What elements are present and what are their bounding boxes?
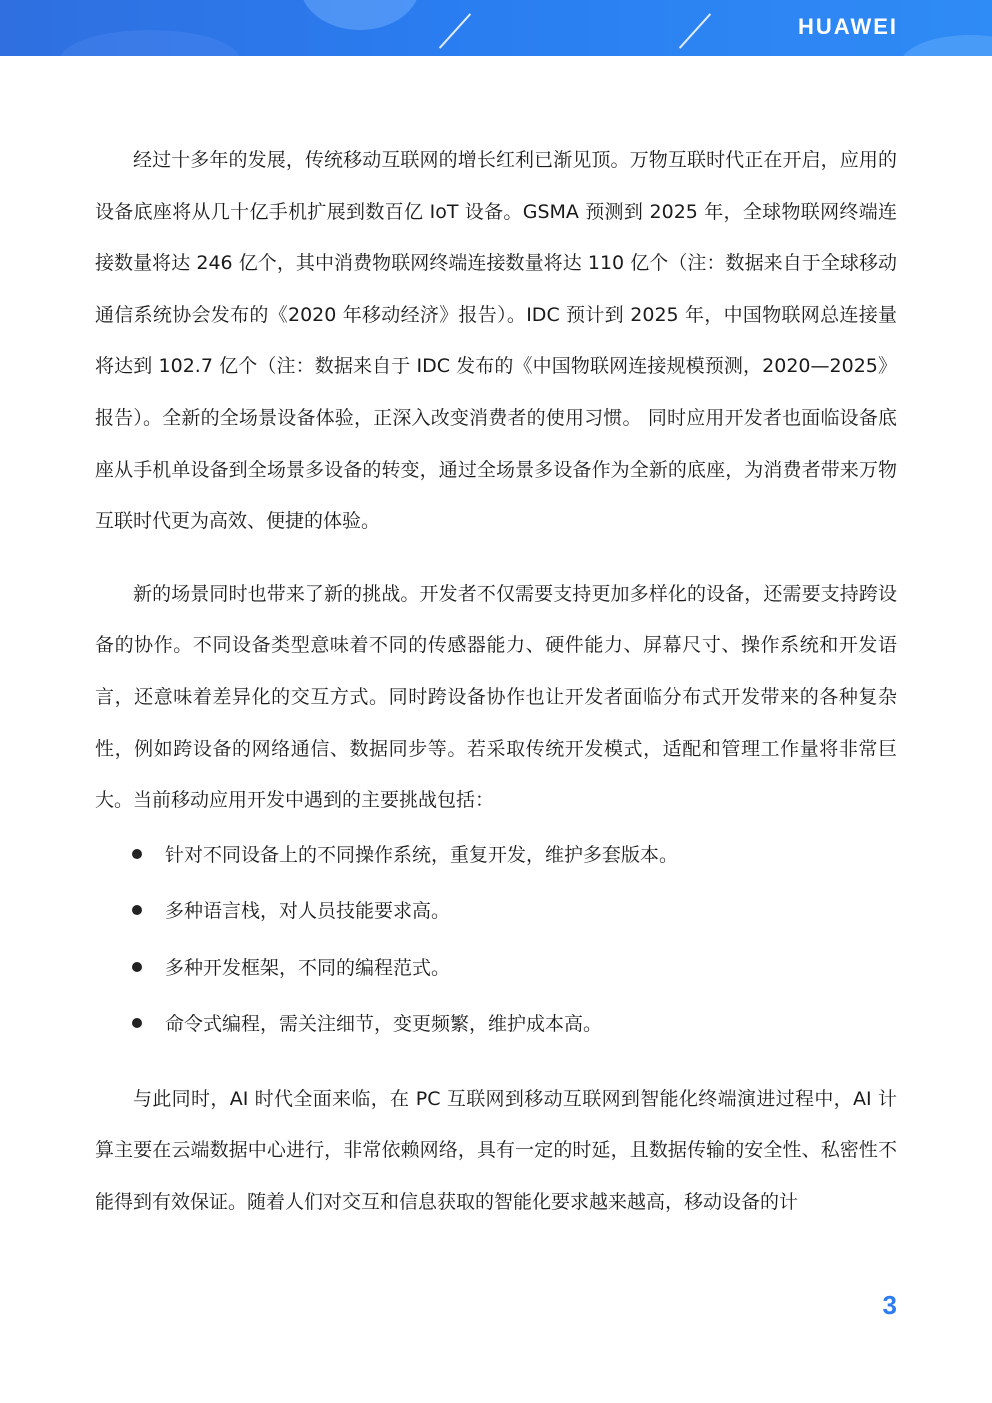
challenge-list (95, 827, 897, 1053)
bullet-icon (132, 849, 142, 859)
header-decoration-circle (60, 30, 240, 56)
bullet-icon (132, 962, 142, 972)
paragraph-iot-growth: 经过十多年的发展，传统移动互联网的增长红利已渐见顶。万物互联时代正在开启，应用的设备底座将从几十亿手机扩展到数百亿 IoT 设备。GSMA 预测到 2025 年，全球物联网终端连接数量将达 246 亿个，其中消费物联网终端连接数量将达 110 亿个（注：数据来自于全球移动通信系统协会发布的《2020 年移动经济》报告）。IDC 预计到 2025 年，中国物联网总连接量将达到 102.7 亿个（注：数据来自于 IDC 发布的《中国物联网连接规模预测，2020—2025》报告）。全新的全场景设备体验，正深入改变消费者的使用习惯。 同时应用开发者也面临设备底座从手机单设备到全场景多设备的转变，通过全场景多设备作为全新的底座，为消费者带来万物互联时代更为高效、便捷的体验。 (95, 149, 897, 533)
header-decoration-circle (900, 35, 992, 56)
page-header-banner (0, 0, 992, 56)
list-item (95, 883, 897, 940)
list-item-text: 针对不同设备上的不同操作系统，重复开发，维护多套版本。 (165, 843, 679, 866)
page-number: 3 (882, 1290, 897, 1320)
list-item-text: 多种语言栈，对人员技能要求高。 (165, 900, 451, 923)
list-item-text: 多种开发框架，不同的编程范式。 (165, 956, 451, 979)
list-item (95, 940, 897, 997)
paragraph-new-challenges: 新的场景同时也带来了新的挑战。开发者不仅需要支持更加多样化的设备，还需要支持跨设备的协作。不同设备类型意味着不同的传感器能力、硬件能力、屏幕尺寸、操作系统和开发语言，还意味着差异化的交互方式。同时跨设备协作也让开发者面临分布式开发带来的各种复杂性，例如跨设备的网络通信、数据同步等。若采取传统开发模式，适配和管理工作量将非常巨大。当前移动应用开发中遇到的主要挑战包括： (95, 582, 897, 812)
bullet-icon (132, 1018, 142, 1028)
header-decoration-line (679, 13, 711, 49)
list-item-text: 命令式编程，需关注细节，变更频繁，维护成本高。 (165, 1013, 603, 1036)
header-decoration-circle (300, 0, 420, 30)
list-item (95, 827, 897, 884)
bullet-icon (132, 905, 142, 915)
brand-logo-text: HUAWEI (798, 14, 898, 39)
list-item (95, 996, 897, 1053)
paragraph-ai-era: 与此同时，AI 时代全面来临，在 PC 互联网到移动互联网到智能化终端演进过程中，AI 计算主要在云端数据中心进行，非常依赖网络，具有一定的时延，且数据传输的安全性、私密性不能得到有效保证。随着人们对交互和信息获取的智能化要求越来越高，移动设备的计 (95, 1087, 897, 1213)
document-body (95, 135, 897, 1229)
header-decoration-line (439, 13, 471, 49)
